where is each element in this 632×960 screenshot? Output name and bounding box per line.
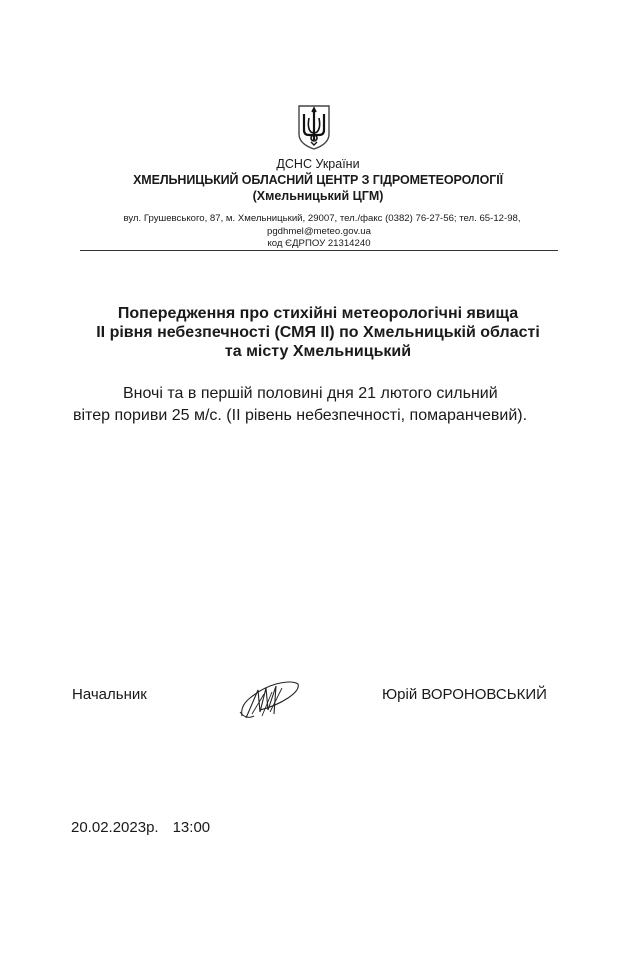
warning-body-line-1: Вночі та в першій половині дня 21 лютого сильний <box>123 385 498 402</box>
warning-title-line-1: Попередження про стихійні метеорологічні явища <box>117 305 519 322</box>
ukraine-trident-emblem-icon <box>297 104 331 150</box>
signatory-name: Юрій ВОРОНОВСЬКИЙ <box>382 686 547 703</box>
signatory-position: Начальник <box>72 686 147 703</box>
handwritten-signature-icon <box>236 676 302 722</box>
organization-name: ХМЕЛЬНИЦЬКИЙ ОБЛАСНИЙ ЦЕНТР З ГІДРОМЕТЕОРОЛОГІЇ <box>133 173 503 187</box>
document-datetime <box>71 819 210 836</box>
organization-address: вул. Грушевського, 87, м. Хмельницький, 29007, тел./факс (0382) 76-27-56; тел. 65-12-98, <box>123 213 521 224</box>
warning-body-line-2: вітер пориви 25 м/с. (ІІ рівень небезпечності, помаранчевий). <box>73 407 528 424</box>
document-time: 13:00 <box>172 819 211 836</box>
organization-short-name: (Хмельницький ЦГМ) <box>252 189 384 203</box>
warning-title-line-3: та місту Хмельницький <box>224 343 412 360</box>
document-date: 20.02.2023р. <box>71 819 159 836</box>
warning-title <box>0 304 632 361</box>
organization-edrpou-code: код ЄДРПОУ 21314240 <box>267 238 371 249</box>
organization-email: pgdhmel@meteo.gov.ua <box>267 226 371 237</box>
header-divider <box>80 250 558 251</box>
warning-title-line-2: ІІ рівня небезпечності (СМЯ ІІ) по Хмельницькій області <box>96 324 540 341</box>
agency-name: ДСНС України <box>276 157 360 171</box>
